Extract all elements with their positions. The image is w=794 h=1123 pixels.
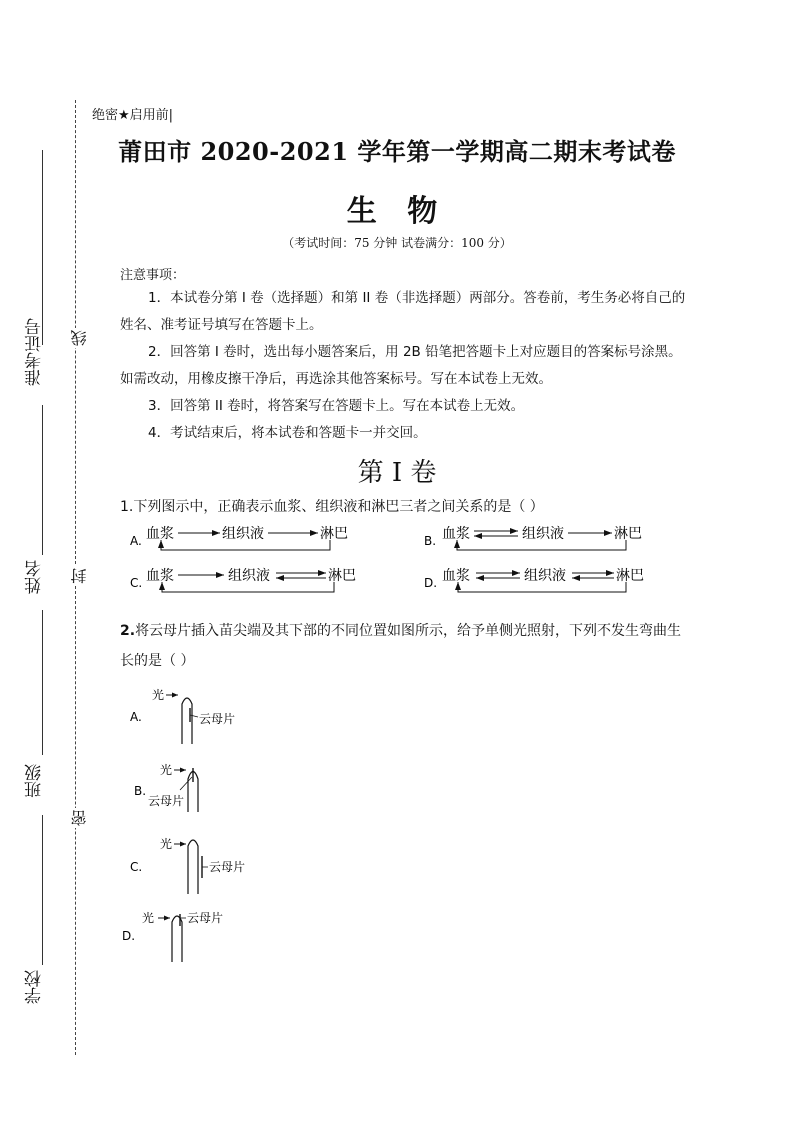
q1-a-tissue-fluid: 组织液 [222,526,264,542]
exam-title: 莆田市 2020-2021 学年第一学期高二期末考试卷 [118,137,676,166]
q2-d-mica-label: 云母片 [187,911,224,925]
q1-stem: 1.下列图示中，正确表示血浆、组织液和淋巴三者之间关系的是（ ） [120,499,544,515]
q1-d-lymph: 淋巴 [616,568,644,584]
label-class: 班级 [25,764,45,798]
q1-option-b-letter: B. [424,534,437,548]
label-school: 学校 [25,970,45,1004]
q1-options-diagram [120,518,680,598]
exam-info: （考试时间：75 分钟 试卷满分：100 分） [282,236,512,250]
q2-option-a-letter: A. [130,710,142,724]
q2-b-light-label: 光 [160,763,173,777]
q2-a-light-label: 光 [152,688,165,702]
q1-option-a-letter: A. [130,534,142,548]
q2-options-diagram [120,682,320,972]
subject-title: 生 物 [346,194,448,229]
q2-c-light-label: 光 [160,837,173,851]
q1-b-lymph: 淋巴 [614,526,642,542]
q1-c-lymph: 淋巴 [328,568,356,584]
q2-a-mica-pointer [190,715,198,717]
secret-mark: 绝密★启用前| [92,108,174,123]
q2-a-mica-label: 云母片 [199,712,236,726]
note-item-2: 2．回答第 I 卷时，选出每小题答案后，用 2B 铅笔把答题卡上对应题目的答案标号涂黑。如需改动，用橡皮擦干净后，再选涂其他答案标号。写在本试卷上无效。 [120,344,682,387]
q2-option-c-letter: C. [130,860,143,874]
q2-c-mica-label: 云母片 [209,860,246,874]
seal-mark-line: 线 [70,330,89,346]
label-name: 姓名 [25,560,45,594]
q1-option-c-letter: C. [130,576,143,590]
q1-d-tissue-fluid: 组织液 [524,568,566,584]
q2-option-d-letter: D. [122,929,136,943]
note-item-1: 1．本试卷分第 I 卷（选择题）和第 II 卷（非选择题）两部分。答卷前，考生务必将自己的姓名、准考证号填写在答题卡上。 [120,290,686,333]
q2-stem-line1: 将云母片插入苗尖端及其下部的不同位置如图所示，给予单侧光照射，下列不发生弯曲生 [135,623,682,639]
note-item-3: 3．回答第 II 卷时，将答案写在答题卡上。写在本试卷上无效。 [148,398,525,414]
label-exam-number: 准考证号 [25,318,45,386]
q1-c-plasma: 血浆 [146,568,174,584]
q2-option-b-letter: B. [134,784,147,798]
notes-heading: 注意事项： [120,268,186,283]
seal-mark-seal: 封 [70,568,89,584]
q1-b-tissue-fluid: 组织液 [522,526,564,542]
q1-option-d-letter: D. [424,576,438,590]
q2-stem [120,616,690,676]
q2-c-seedling [188,840,198,894]
part-title: 第 I 卷 [357,458,437,488]
q2-b-mica-label: 云母片 [148,794,185,808]
q1-b-plasma: 血浆 [442,526,470,542]
seal-mark-secret: 密 [70,810,89,826]
q1-a-plasma: 血浆 [146,526,174,542]
q2-d-light-label: 光 [142,911,155,925]
q1-c-tissue-fluid: 组织液 [228,568,270,584]
q1-a-lymph: 淋巴 [320,526,348,542]
note-item-4: 4．考试结束后，将本试卷和答题卡一并交回。 [148,425,427,441]
q2-b-mica-pointer [180,777,192,790]
binding-line-4 [42,815,43,965]
q2-number: 2. [120,623,136,639]
binding-line-3 [42,610,43,755]
q1-d-plasma: 血浆 [442,568,470,584]
q2-stem-line2: 长的是（ ） [120,653,195,669]
